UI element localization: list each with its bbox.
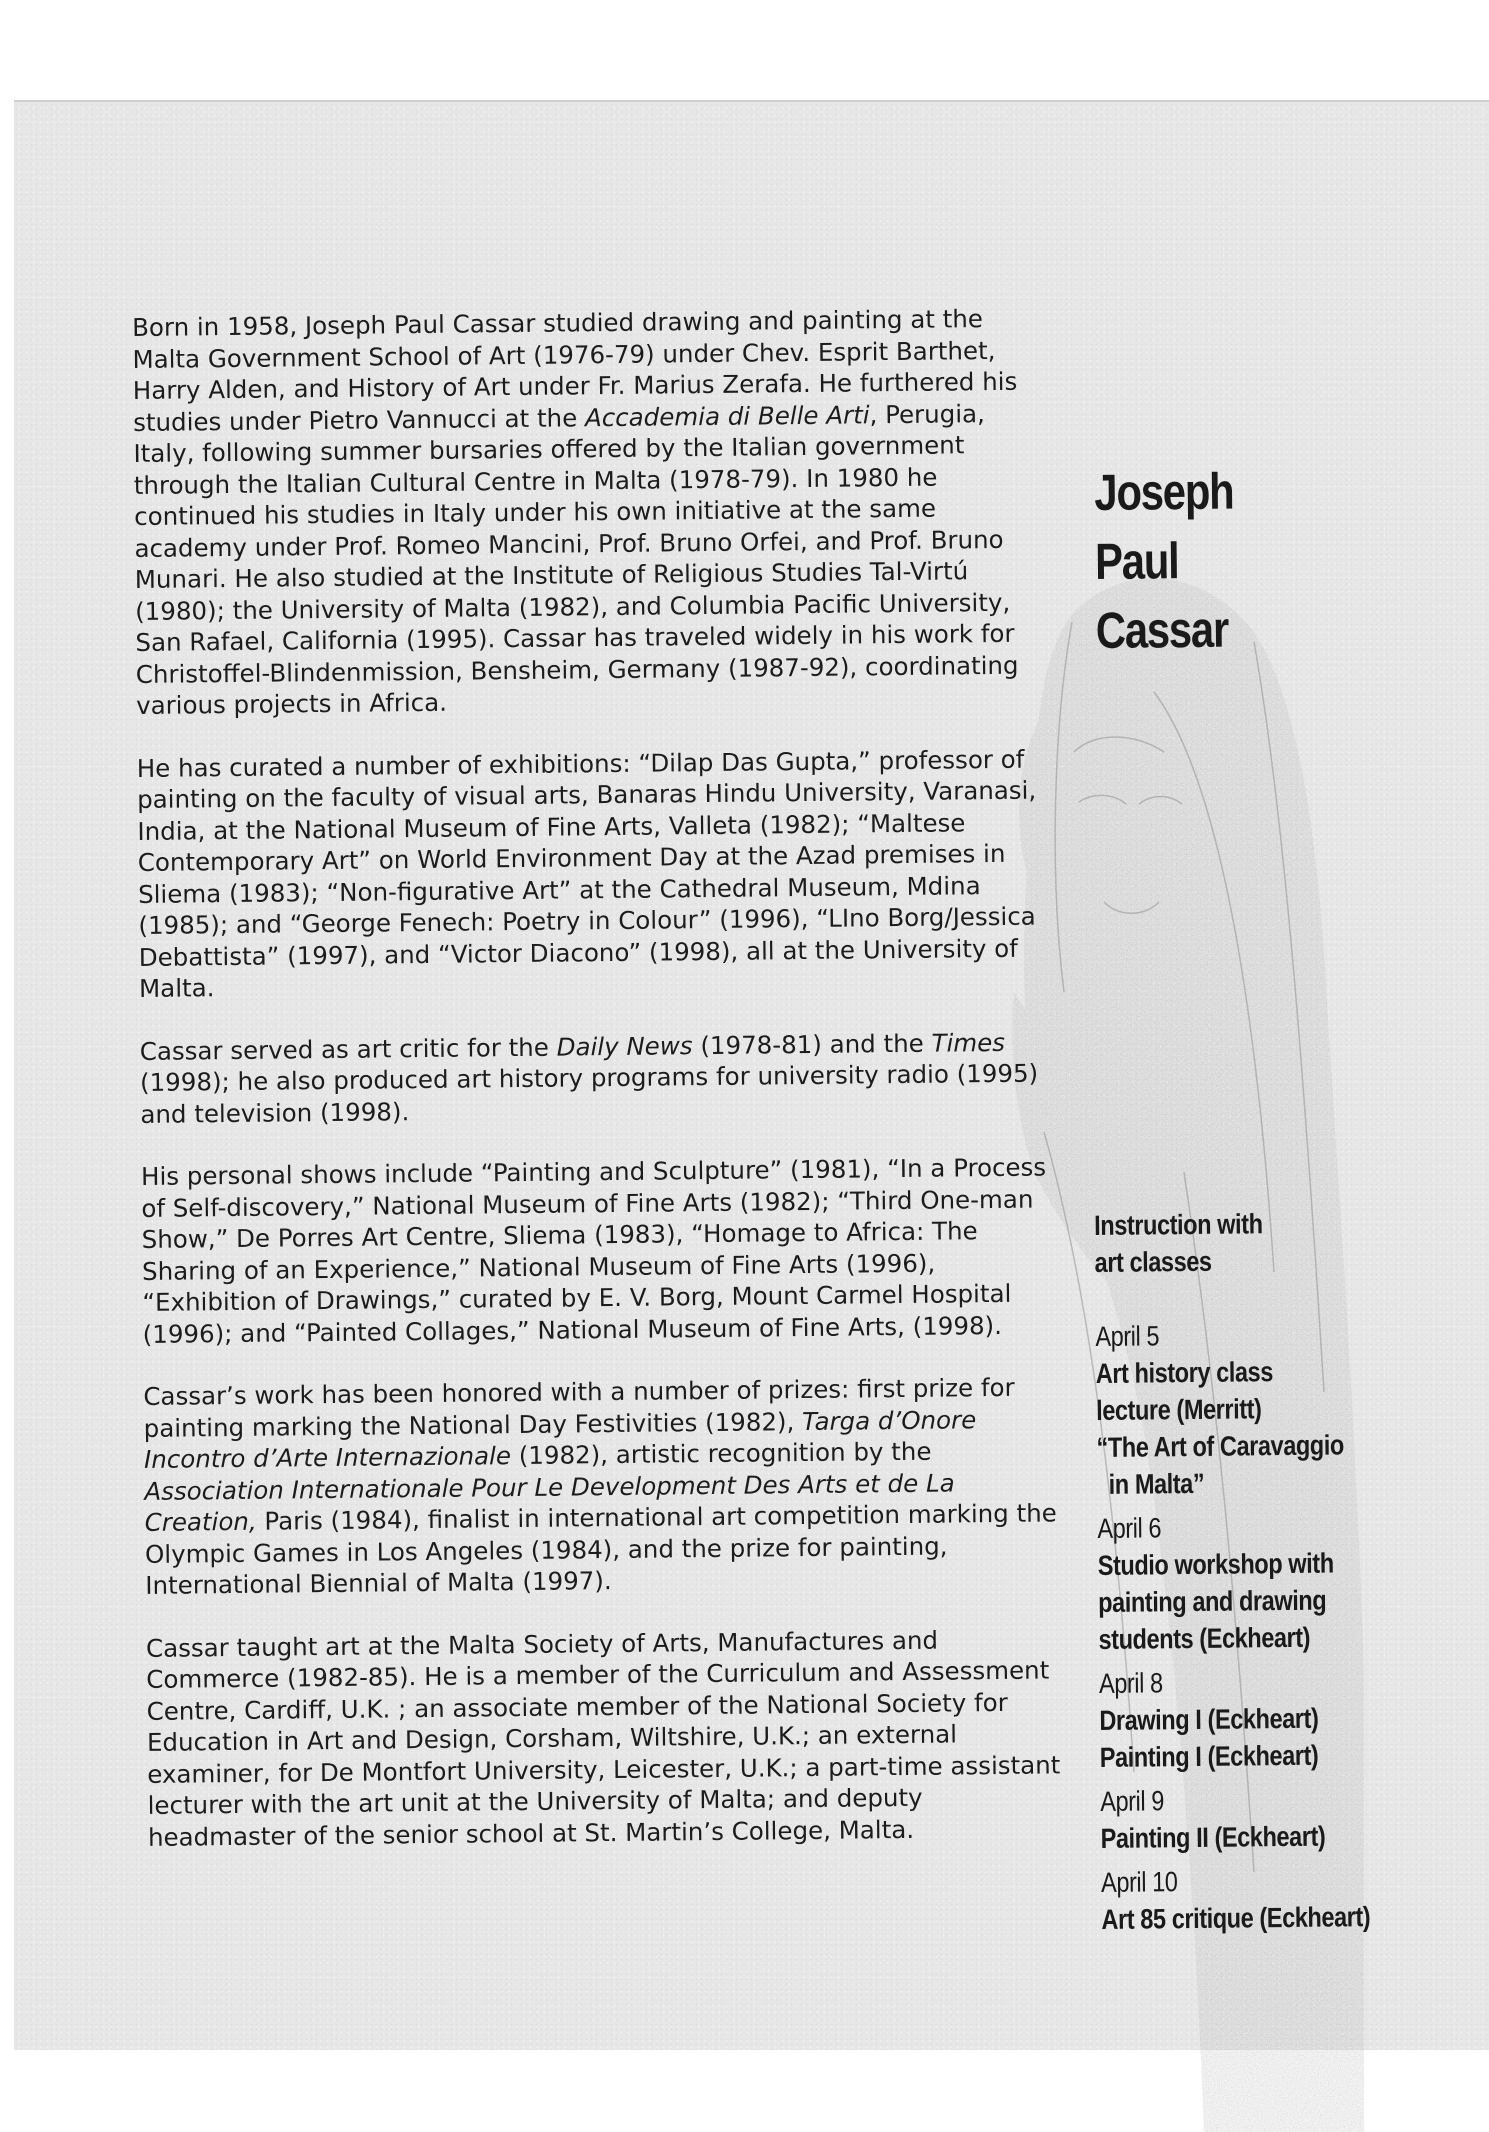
event-description-line: Art 85 critique (Eckheart) xyxy=(1101,1901,1371,1935)
paragraph-text: (1998); he also produced art history programs for university radio (1995) and television (1998). xyxy=(139,1058,1039,1129)
bio-paragraph-5 xyxy=(143,1371,1065,1601)
event-description-line: Drawing I (Eckheart) xyxy=(1099,1702,1319,1736)
event-date: April 9 xyxy=(1100,1785,1165,1817)
bio-paragraph-2 xyxy=(137,743,1060,1005)
event-description-line: Painting I (Eckheart) xyxy=(1099,1739,1319,1773)
schedule-event xyxy=(1101,1862,1379,1938)
paragraph-text: (1978-81) and the xyxy=(692,1028,932,1060)
event-date: April 5 xyxy=(1095,1320,1160,1352)
event-description-line: Art history class xyxy=(1095,1356,1274,1389)
schedule-event xyxy=(1100,1781,1378,1857)
artist-last-name: Cassar xyxy=(1095,600,1229,659)
paragraph-text: Born in 1958, Joseph Paul Cassar studied drawing and painting at the Malta Government School of Art (1976-79) under Chev. Esprit Barthet, Harry Alden, and History of Art under Fr. Marius Zerafa. He furthered his studies under Pietro Vannucci at the xyxy=(132,304,1018,437)
schedule-event xyxy=(1095,1316,1374,1503)
event-date: April 10 xyxy=(1100,1866,1178,1898)
paragraph-text: , Perugia, Italy, following summer bursaries offered by the Italian government through the Italian Cultural Centre in Malta (1978-79). In 1980 he continued his studies in Italy under his own initiative at the same academy under Prof. Romeo Mancini, Prof. Bruno Orfei, and Prof. Bruno Munari. He also studied at the Institute of Religious Studies Tal-Virtú (1980); the University of Malta (1982), and Columbia Pacific University, San Rafael, California (1995). Cassar has traveled widely in his work for Christoffel-Blindenmission, Bensheim, Germany (1987-92), coordinating various projects in Africa. xyxy=(133,398,1019,720)
italic-title-text: Accademia di Belle Arti xyxy=(584,399,870,432)
artist-first-name: Joseph xyxy=(1094,462,1234,521)
event-description-line: Painting II (Eckheart) xyxy=(1100,1820,1326,1854)
paragraph-text: Cassar’s work has been honored with a number of prizes: first prize for painting marking the National Day Festivities (1982), xyxy=(143,1372,1015,1443)
italic-title-text: Targa d’Onore Incontro d’Arte Internazionale xyxy=(143,1404,977,1474)
artist-middle-name: Paul xyxy=(1094,532,1179,590)
schedule-heading-line-1: Instruction with xyxy=(1094,1208,1263,1241)
bio-paragraph-1 xyxy=(132,302,1056,721)
schedule-event-list xyxy=(1095,1316,1379,1938)
paragraph-text: He has curated a number of exhibitions: “Dilap Das Gupta,” professor of painting on the faculty of visual arts, Banaras Hindu University, Varanasi, India, at the National Museum of Fine Arts, Valleta (1982); “Maltese Contemporary Art” on World Environment Day at the Azad premises in Sliema (1983); “Non-figurative Art” at the Cathedral Museum, Mdina (1985); and “George Fenech: Poetry in Colour” (1996), “LIno Borg/Jessica Debattista” (1997), and “Victor Diacono” (1998), all at the University of Malta. xyxy=(136,744,1037,1003)
paragraph-text: His personal shows include “Painting and Sculpture” (1981), “In a Process of Self-discovery,” National Museum of Fine Arts (1982); “Third One-man Show,” De Porres Art Centre, Sliema (1983), “Homage to Africa: The Sharing of an Experience,” National Museum of Fine Arts (1996), “Exhibition of Drawings,” curated by E. V. Borg, Mount Carmel Hospital (1996); and “Painted Collages,” National Museum of Fine Arts, (1998). xyxy=(140,1152,1047,1349)
paragraph-text: Paris (1984), finalist in international art competition marking the Olympic Games in Los Angeles (1984), and the prize for painting, International Biennial of Malta (1997). xyxy=(144,1498,1057,1600)
event-description-line: painting and drawing xyxy=(1097,1584,1327,1618)
italic-title-text: Association Internationale Pour Le Development Des Arts et de La Creation, xyxy=(144,1467,955,1537)
paragraph-text: Cassar served as art critic for the xyxy=(139,1032,557,1066)
bio-paragraph-6 xyxy=(146,1623,1068,1853)
italic-title-text: Times xyxy=(931,1027,1006,1058)
event-description-line: “The Art of Caravaggio xyxy=(1096,1429,1345,1463)
italic-title-text: Daily News xyxy=(556,1030,693,1062)
artist-name-heading xyxy=(1094,455,1426,665)
biography-text xyxy=(132,302,1068,1884)
paragraph-text: (1982), artistic recognition by the xyxy=(510,1436,932,1471)
event-description-line: in Malta” xyxy=(1108,1467,1205,1500)
class-schedule xyxy=(1094,1204,1379,1946)
schedule-heading-line-2: art classes xyxy=(1094,1245,1212,1278)
schedule-heading xyxy=(1094,1204,1372,1281)
event-date: April 6 xyxy=(1097,1512,1162,1544)
event-description-line: Studio workshop with xyxy=(1097,1547,1334,1581)
schedule-event xyxy=(1097,1508,1376,1658)
event-description-line: lecture (Merritt) xyxy=(1095,1393,1262,1426)
event-description-line: students (Eckheart) xyxy=(1098,1621,1311,1655)
schedule-event xyxy=(1099,1663,1377,1776)
bio-paragraph-4 xyxy=(141,1151,1063,1350)
paragraph-text: Cassar taught art at the Malta Society of Arts, Manufactures and Commerce (1982-85). He is a member of the Curriculum and Assessment Centre, Cardiff, U.K. ; an associate member of the National Society for Education in Art and Design, Corsham, Wiltshire, U.K.; an external examiner, for De Montfort University, Leicester, U.K.; a part-time assistant lecturer with the art unit at the University of Malta; and deputy headmaster of the senior school at St. Martin’s College, Malta. xyxy=(145,1625,1061,1852)
document-page xyxy=(14,100,1489,2050)
bio-paragraph-3 xyxy=(140,1026,1061,1130)
event-date: April 8 xyxy=(1098,1667,1163,1699)
